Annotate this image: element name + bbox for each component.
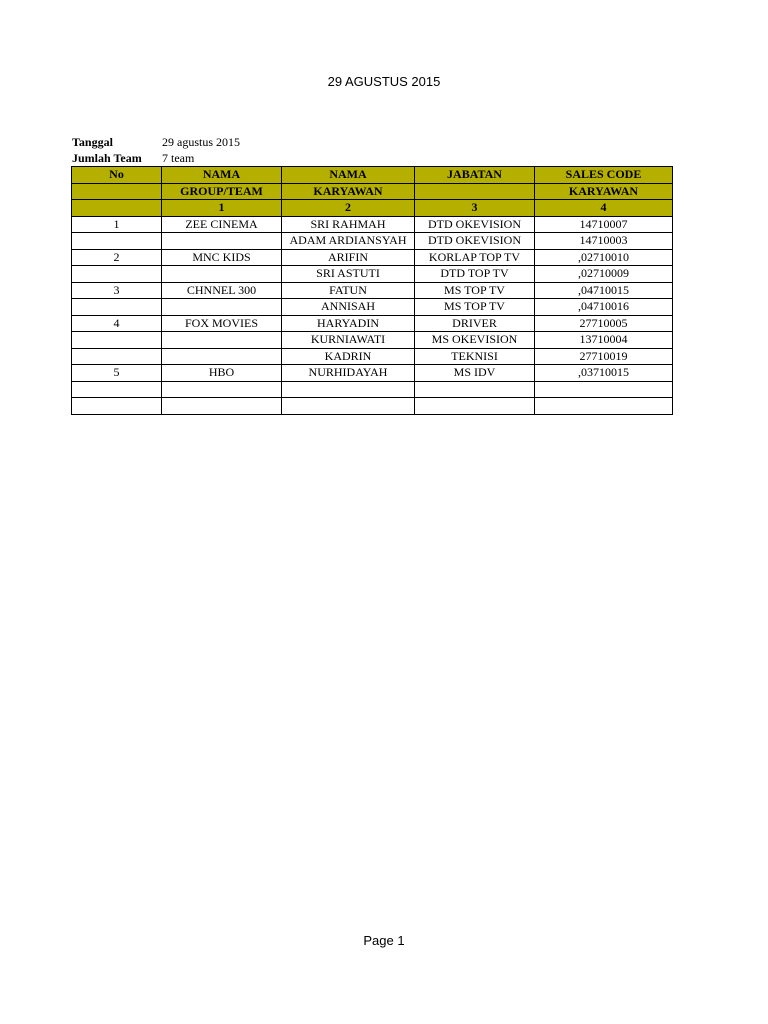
table-header-row bbox=[72, 200, 673, 217]
table-cell: TEKNISI bbox=[415, 348, 535, 365]
table-cell bbox=[162, 381, 282, 398]
employee-table bbox=[71, 166, 673, 415]
table-cell bbox=[282, 381, 415, 398]
table-cell bbox=[72, 266, 162, 283]
table-cell: KURNIAWATI bbox=[282, 332, 415, 349]
table-cell: MNC KIDS bbox=[162, 249, 282, 266]
table-cell: HBO bbox=[162, 365, 282, 382]
table-header-cell: SALES CODE bbox=[535, 167, 673, 184]
table-cell: 1 bbox=[72, 216, 162, 233]
table-header-cell: NAMA bbox=[162, 167, 282, 184]
table-row bbox=[72, 282, 673, 299]
table-header-cell bbox=[72, 183, 162, 200]
table-header-cell: 3 bbox=[415, 200, 535, 217]
table-cell: MS TOP TV bbox=[415, 299, 535, 316]
table-row bbox=[72, 266, 673, 283]
table-cell: 27710005 bbox=[535, 315, 673, 332]
table-cell bbox=[415, 398, 535, 415]
table-row bbox=[72, 233, 673, 250]
table-cell bbox=[415, 381, 535, 398]
table-cell: MS OKEVISION bbox=[415, 332, 535, 349]
table-cell: SRI ASTUTI bbox=[282, 266, 415, 283]
table-cell: FOX MOVIES bbox=[162, 315, 282, 332]
table-cell bbox=[72, 348, 162, 365]
table-cell: ,03710015 bbox=[535, 365, 673, 382]
table-cell: ZEE CINEMA bbox=[162, 216, 282, 233]
team-count-row bbox=[72, 150, 240, 166]
employee-table-body bbox=[72, 167, 673, 415]
table-header-cell bbox=[72, 200, 162, 217]
table-cell: ,02710009 bbox=[535, 266, 673, 283]
table-cell: HARYADIN bbox=[282, 315, 415, 332]
table-cell: MS IDV bbox=[415, 365, 535, 382]
table-cell bbox=[162, 266, 282, 283]
table-row bbox=[72, 332, 673, 349]
table-cell: 27710019 bbox=[535, 348, 673, 365]
table-header-cell bbox=[415, 183, 535, 200]
table-row bbox=[72, 381, 673, 398]
table-header-cell: KARYAWAN bbox=[282, 183, 415, 200]
table-cell: 14710003 bbox=[535, 233, 673, 250]
table-cell bbox=[535, 381, 673, 398]
table-cell bbox=[162, 398, 282, 415]
table-cell: 13710004 bbox=[535, 332, 673, 349]
table-cell: ADAM ARDIANSYAH bbox=[282, 233, 415, 250]
table-cell: ,04710016 bbox=[535, 299, 673, 316]
table-cell bbox=[162, 299, 282, 316]
table-cell bbox=[72, 233, 162, 250]
table-cell: 2 bbox=[72, 249, 162, 266]
table-cell: ARIFIN bbox=[282, 249, 415, 266]
table-cell bbox=[72, 381, 162, 398]
table-cell: SRI RAHMAH bbox=[282, 216, 415, 233]
table-cell: 3 bbox=[72, 282, 162, 299]
table-header-cell: KARYAWAN bbox=[535, 183, 673, 200]
table-cell: ANNISAH bbox=[282, 299, 415, 316]
team-count-label: Jumlah Team bbox=[72, 151, 142, 165]
table-cell: ,02710010 bbox=[535, 249, 673, 266]
table-cell bbox=[282, 398, 415, 415]
meta-info bbox=[72, 134, 240, 166]
table-cell: CHNNEL 300 bbox=[162, 282, 282, 299]
table-cell: DRIVER bbox=[415, 315, 535, 332]
table-cell: 5 bbox=[72, 365, 162, 382]
table-cell bbox=[162, 348, 282, 365]
table-row bbox=[72, 365, 673, 382]
table-header-cell: JABATAN bbox=[415, 167, 535, 184]
table-row bbox=[72, 299, 673, 316]
page-footer: Page 1 bbox=[363, 933, 405, 948]
table-row bbox=[72, 315, 673, 332]
tanggal-value: 29 agustus 2015 bbox=[162, 135, 240, 149]
table-cell: 14710007 bbox=[535, 216, 673, 233]
table-row bbox=[72, 216, 673, 233]
table-cell: 4 bbox=[72, 315, 162, 332]
table-row bbox=[72, 398, 673, 415]
table-header-cell: NAMA bbox=[282, 167, 415, 184]
table-header-row bbox=[72, 183, 673, 200]
team-count-value: 7 team bbox=[162, 151, 195, 165]
table-cell bbox=[162, 233, 282, 250]
tanggal-label: Tanggal bbox=[72, 135, 113, 149]
table-cell bbox=[535, 398, 673, 415]
table-row bbox=[72, 249, 673, 266]
table-cell: NURHIDAYAH bbox=[282, 365, 415, 382]
table-header-cell: 2 bbox=[282, 200, 415, 217]
table-cell: DTD OKEVISION bbox=[415, 216, 535, 233]
table-cell: MS TOP TV bbox=[415, 282, 535, 299]
table-cell bbox=[72, 332, 162, 349]
table-cell: DTD TOP TV bbox=[415, 266, 535, 283]
tanggal-row bbox=[72, 134, 240, 150]
table-cell bbox=[72, 398, 162, 415]
table-header-cell: 4 bbox=[535, 200, 673, 217]
table-cell bbox=[72, 299, 162, 316]
table-cell: KADRIN bbox=[282, 348, 415, 365]
table-header-cell: GROUP/TEAM bbox=[162, 183, 282, 200]
table-cell: KORLAP TOP TV bbox=[415, 249, 535, 266]
table-cell: FATUN bbox=[282, 282, 415, 299]
table-row bbox=[72, 348, 673, 365]
table-header-row bbox=[72, 167, 673, 184]
table-header-cell: 1 bbox=[162, 200, 282, 217]
table-cell bbox=[162, 332, 282, 349]
page-header-date: 29 AGUSTUS 2015 bbox=[327, 74, 441, 89]
table-cell: ,04710015 bbox=[535, 282, 673, 299]
table-cell: DTD OKEVISION bbox=[415, 233, 535, 250]
table-header-cell: No bbox=[72, 167, 162, 184]
